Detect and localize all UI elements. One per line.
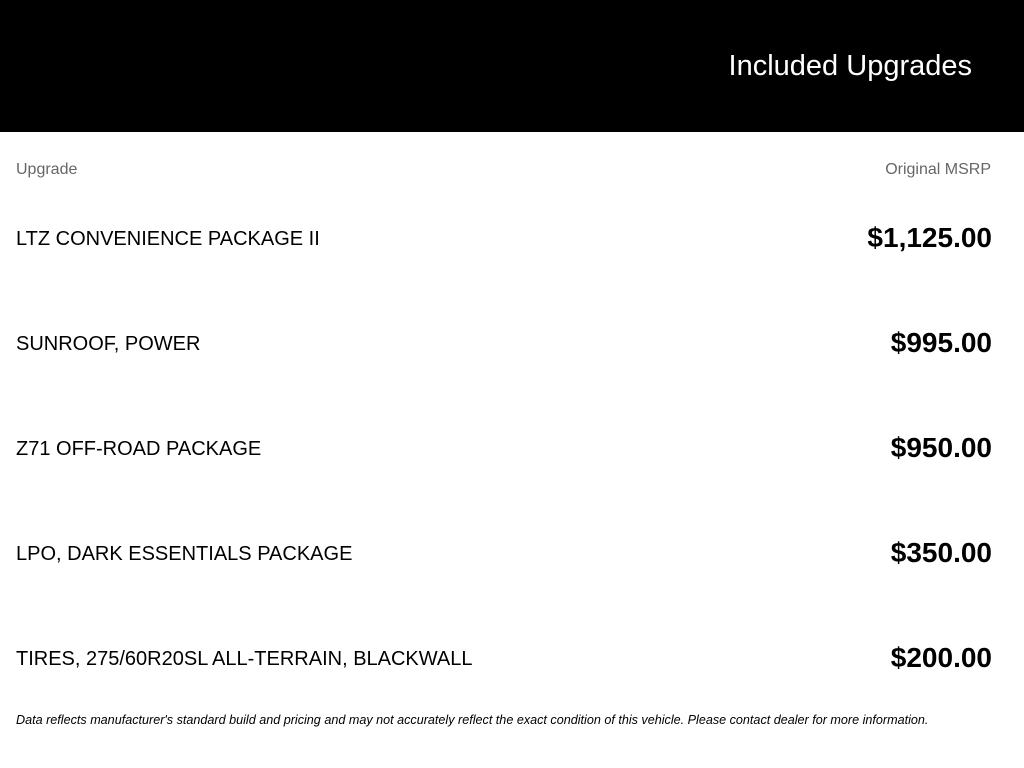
- column-header-upgrade: Upgrade: [16, 161, 78, 178]
- upgrade-price: $200.00: [890, 642, 992, 673]
- disclaimer-text: Data reflects manufacturer's standard build and pricing and may not accurately reflect the exact condition of this vehicle. Please contact dealer for more information.: [16, 713, 929, 727]
- table-row: [16, 500, 992, 605]
- upgrade-name: TIRES, 275/60R20SL ALL-TERRAIN, BLACKWALL: [16, 648, 473, 670]
- upgrade-price: $950.00: [890, 432, 992, 463]
- table-row: [16, 395, 992, 500]
- upgrades-list: [16, 185, 992, 710]
- page-title: Included Upgrades: [728, 50, 972, 82]
- page-header: [0, 0, 1024, 132]
- upgrade-price: $350.00: [890, 537, 992, 568]
- upgrade-price: $1,125.00: [867, 222, 992, 253]
- upgrade-name: LPO, DARK ESSENTIALS PACKAGE: [16, 543, 353, 565]
- upgrade-name: LTZ CONVENIENCE PACKAGE II: [16, 228, 320, 250]
- table-row: [16, 185, 992, 290]
- upgrade-name: Z71 OFF-ROAD PACKAGE: [16, 438, 262, 460]
- column-header-original-msrp: Original MSRP: [885, 161, 991, 178]
- upgrade-price: $995.00: [890, 327, 992, 358]
- table-row: [16, 290, 992, 395]
- table-row: [16, 605, 992, 710]
- table-header: [16, 160, 991, 180]
- upgrade-name: SUNROOF, POWER: [16, 333, 201, 355]
